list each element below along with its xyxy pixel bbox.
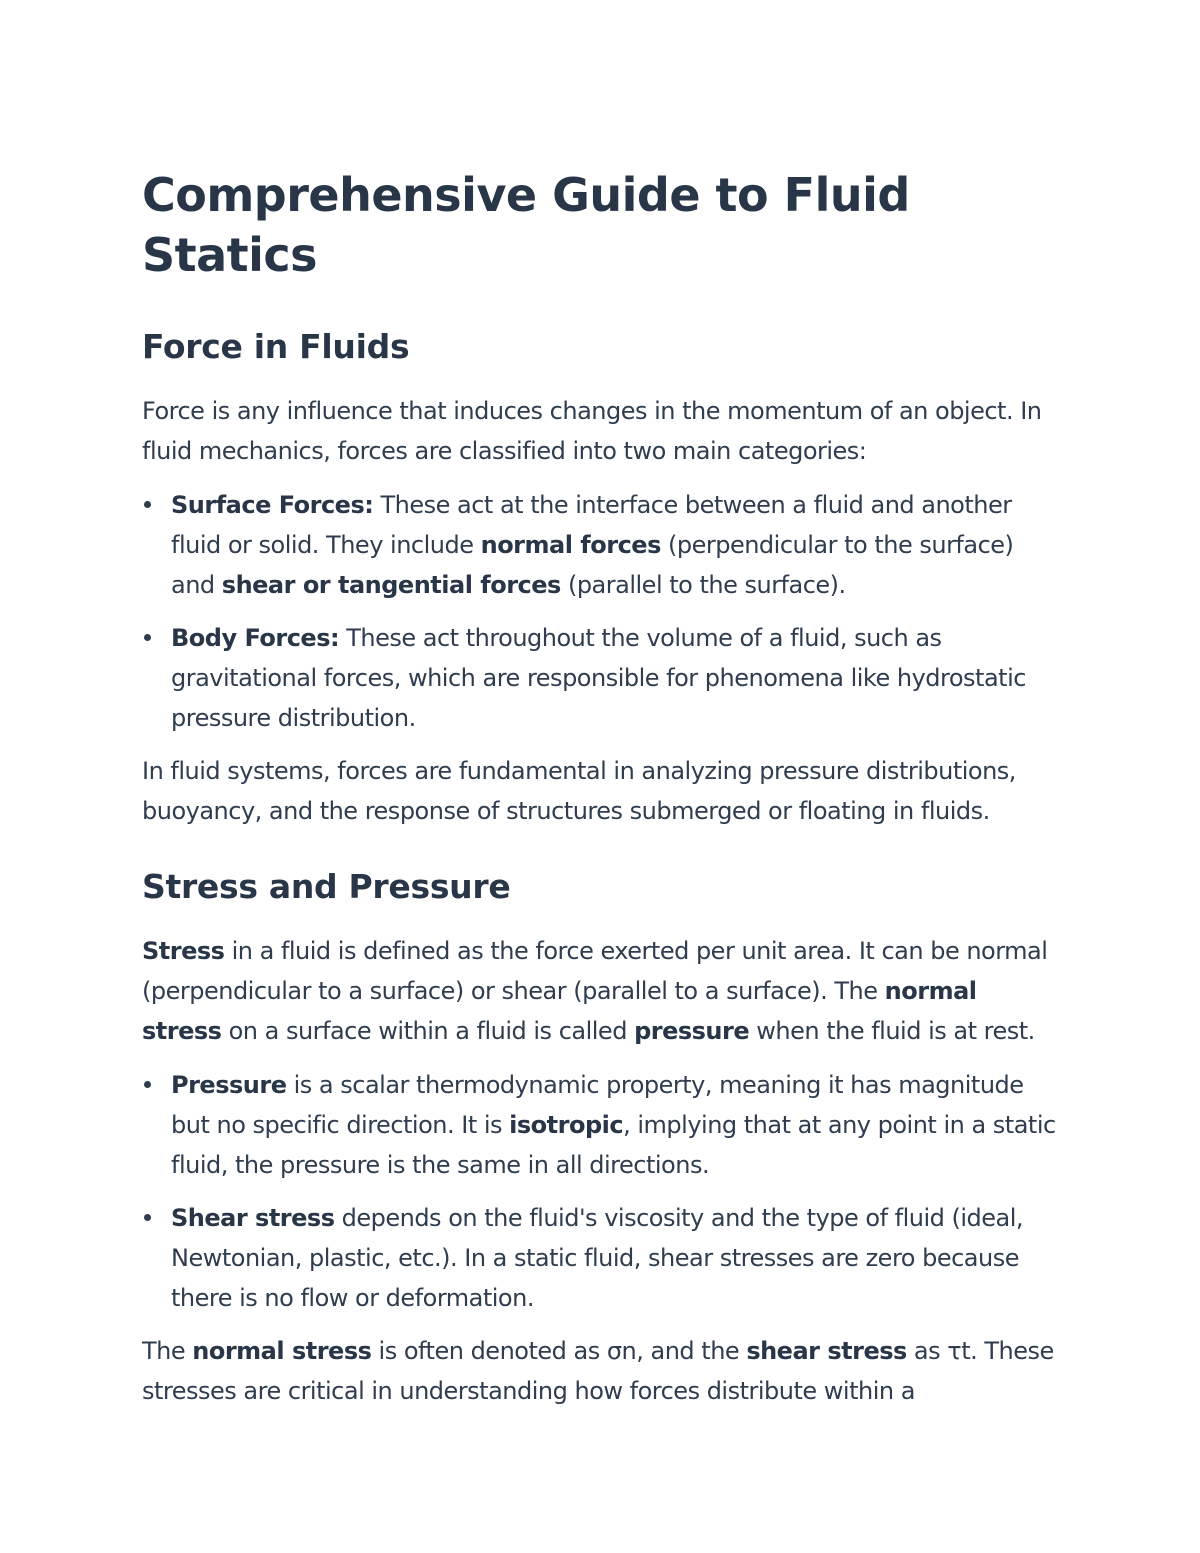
list-text: is a scalar thermodynamic property, meaning it has magnitude but no specific direction. It is (171, 1071, 1024, 1139)
term-normal-stress: normal stress (142, 977, 977, 1045)
list-text: depends on the fluid's viscosity and the type of fluid (ideal, Newtonian, plastic, etc.). In a static fluid, shear stresses are zero because there is no flow or deformation. (171, 1204, 1024, 1312)
term-stress: Stress (142, 937, 225, 965)
paragraph-text: when the fluid is at rest. (749, 1017, 1035, 1045)
force-intro-paragraph: Force is any influence that induces changes in the momentum of an object. In fluid mechanics, forces are classified into two main categories: (142, 397, 1042, 465)
force-categories-list (142, 485, 1060, 738)
bullet-icon (144, 634, 151, 641)
paragraph-text: in a fluid is defined as the force exerted per unit area. It can be normal (perpendicular to a surface) or shear (parallel to a surface). The (142, 937, 1048, 1005)
term-isotropic: isotropic (509, 1111, 624, 1139)
list-item-shear-stress (142, 1198, 1060, 1318)
paragraph-text: on a surface within a fluid is called (221, 1017, 635, 1045)
section-heading-force-in-fluids: Force in Fluids (142, 327, 410, 366)
term-pressure: pressure (634, 1017, 750, 1045)
page-title: Comprehensive Guide to Fluid Statics (142, 168, 910, 282)
paragraph-text: The (142, 1337, 193, 1365)
term-body-forces: Body Forces: (171, 624, 340, 652)
stress-list (142, 1065, 1060, 1318)
list-text: These act at the interface between a fluid and another fluid or solid. They include (171, 491, 1012, 559)
stress-closing-paragraph (142, 1331, 1060, 1411)
term-normal-stress: normal stress (192, 1337, 372, 1365)
bullet-icon (144, 1081, 151, 1088)
bullet-icon (144, 1214, 151, 1221)
force-closing-paragraph: In fluid systems, forces are fundamental in analyzing pressure distributions, buoyancy, and the response of structures submerged or floating in fluids. (142, 757, 1016, 825)
list-item-pressure (142, 1065, 1060, 1185)
list-text: (perpendicular to the surface) and (171, 531, 1014, 599)
term-surface-forces: Surface Forces: (171, 491, 374, 519)
term-pressure: Pressure (171, 1071, 287, 1099)
paragraph-text: is often denoted as σn, and the (371, 1337, 747, 1365)
paragraph-text: as τt. These stresses are critical in understanding how forces distribute within a (142, 1337, 1054, 1405)
section-heading-stress-and-pressure: Stress and Pressure (142, 867, 511, 906)
list-text: , implying that at any point in a static fluid, the pressure is the same in all directions. (171, 1111, 1056, 1179)
list-item-body-forces (142, 618, 1060, 738)
term-shear-stress: shear stress (746, 1337, 907, 1365)
list-text: These act throughout the volume of a fluid, such as gravitational forces, which are responsible for phenomena like hydrostatic pressure distribution. (171, 624, 1026, 732)
bullet-icon (144, 501, 151, 508)
list-item-surface-forces (142, 485, 1060, 605)
stress-intro-paragraph (142, 931, 1060, 1051)
term-shear-forces: shear or tangential forces (221, 571, 561, 599)
term-shear-stress: Shear stress (171, 1204, 335, 1232)
term-normal-forces: normal forces (480, 531, 661, 559)
list-text: (parallel to the surface). (560, 571, 846, 599)
